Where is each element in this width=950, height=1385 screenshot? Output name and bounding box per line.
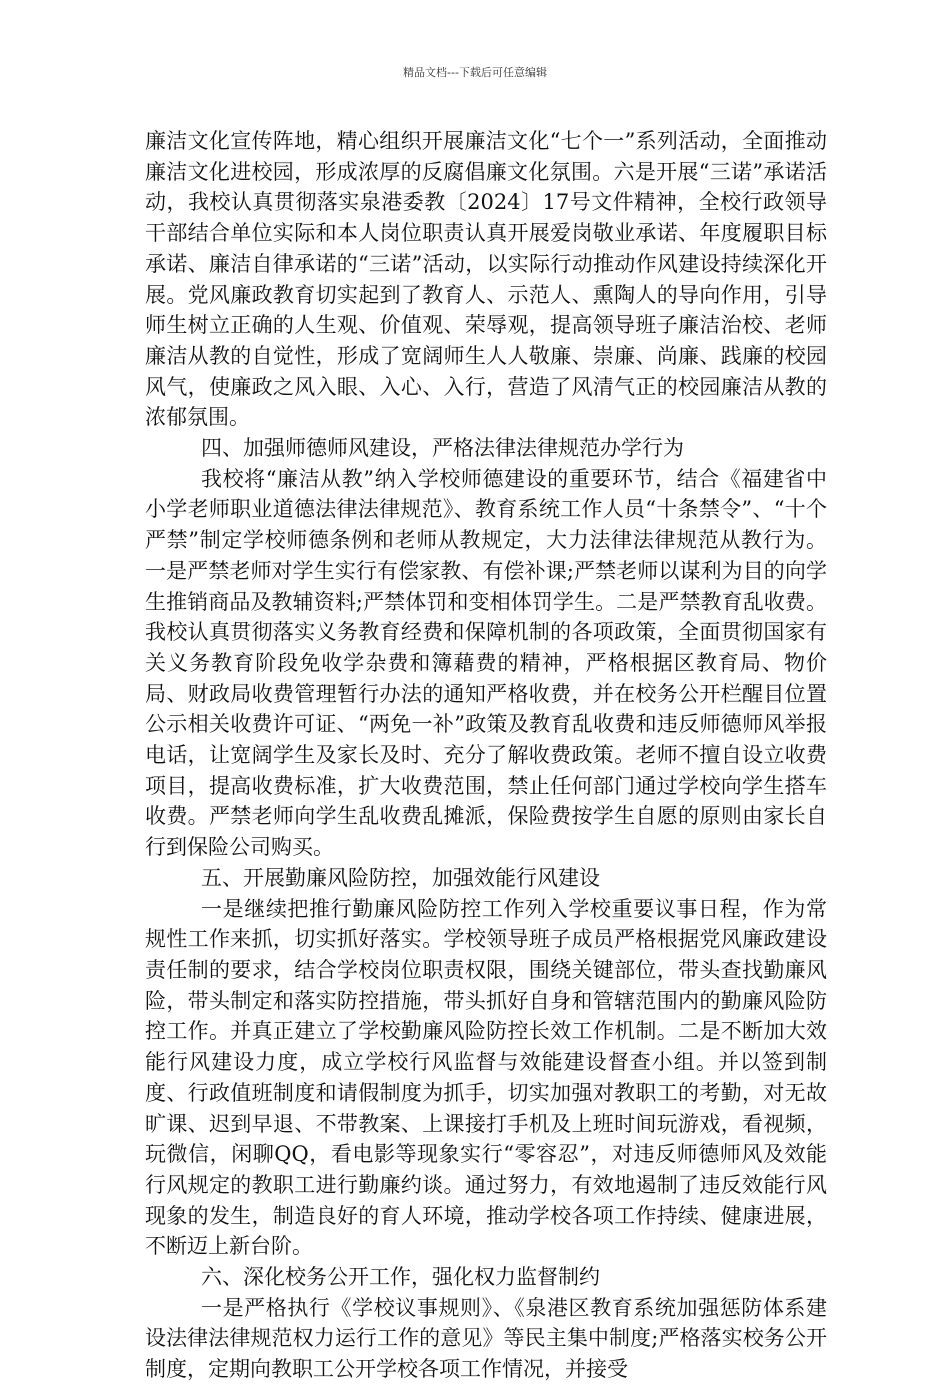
- section-heading-4: 四、加强师德师风建设，严格法律法律规范办学行为: [201, 436, 684, 461]
- paragraph-continuation: 廉洁文化宣传阵地，精心组织开展廉洁文化“七个一”系列活动，全面推动廉洁文化进校园，形成浓厚的反腐倡廉文化氛围。六是开展“三诺”承诺活动，我校认真贯彻落实泉港委教〔2024〕17号文件精神，全校行政领导干部结合单位实际和本人岗位职责认真开展爱岗敬业承诺、年度履职目标承诺、廉洁自律承诺的“三诺”活动，以实际行动推动作风建设持续深化开展。党风廉政教育切实起到了教育人、示范人、熏陶人的导向作用，引导师生树立正确的人生观、价值观、荣辱观，提高领导班子廉洁治校、老师廉洁从教的自觉性，形成了宽阔师生人人敬廉、崇廉、尚廉、践廉的校园风气，使廉政之风入眼、入心、入行，营造了风清气正的校园廉洁从教的浓郁氛围。: [145, 129, 827, 430]
- paragraph-6: 一是严格执行《学校议事规则》、《泉港区教育系统加强惩防体系建设法律法律规范权力运行工作的意见》等民主集中制度;严格落实校务公开制度，定期向教职工公开学校各项工作情况，并接受: [145, 1295, 827, 1382]
- section-heading-5: 五、开展勤廉风险防控，加强效能行风建设: [201, 865, 600, 890]
- paragraph-4: 我校将“廉洁从教”纳入学校师德建设的重要环节，结合《福建省中小学老师职业道德法律法律规范》、教育系统工作人员“十条禁令”、“十个严禁”制定学校师德条例和老师从教规定，大力法律法律规范从教行为。一是严禁老师对学生实行有偿家教、有偿补课;严禁老师以谋利为目的向学生推销商品及教辅资料;严禁体罚和变相体罚学生。二是严禁教育乱收费。我校认真贯彻落实义务教育经费和保障机制的各项政策，全面贯彻国家有关义务教育阶段免收学杂费和簿藉费的精神，严格根据区教育局、物价局、财政局收费管理暂行办法的通知严格收费，并在校务公开栏醒目位置公示相关收费许可证、“两免一补”政策及教育乱收费和违反师德师风举报电话，让宽阔学生及家长及时、充分了解收费政策。老师不擅自设立收费项目，提高收费标准，扩大收费范围，禁止任何部门通过学校向学生搭车收费。严禁老师向学生乱收费乱摊派，保险费按学生自愿的原则由家长自行到保险公司购买。: [145, 466, 827, 860]
- section-heading-6: 六、深化校务公开工作，强化权力监督制约: [201, 1265, 600, 1290]
- paragraph-5: 一是继续把推行勤廉风险防控工作列入学校重要议事日程，作为常规性工作来抓，切实抓好落实。学校领导班子成员严格根据党风廉政建设责任制的要求，结合学校岗位职责权限，围绕关键部位，带头查找勤廉风险，带头制定和落实防控措施，带头抓好自身和管辖范围内的勤廉风险防控工作。并真正建立了学校勤廉风险防控长效工作机制。二是不断加大效能行风建设力度，成立学校行风监督与效能建设督查小组。并以签到制度、行政值班制度和请假制度为抓手，切实加强对教职工的考勤，对无故旷课、迟到早退、不带教案、上课接打手机及上班时间玩游戏，看视频，玩微信，闲聊QQ，看电影等现象实行“零容忍”，对违反师德师风及效能行风规定的教职工进行勤廉约谈。通过努力，有效地遏制了违反效能行风现象的发生，制造良好的育人环境，推动学校各项工作持续、健康进展，不断迈上新台阶。: [145, 896, 827, 1259]
- page-header: 精品文档---下载后可任意编辑: [403, 66, 547, 79]
- document-body: [145, 126, 827, 1385]
